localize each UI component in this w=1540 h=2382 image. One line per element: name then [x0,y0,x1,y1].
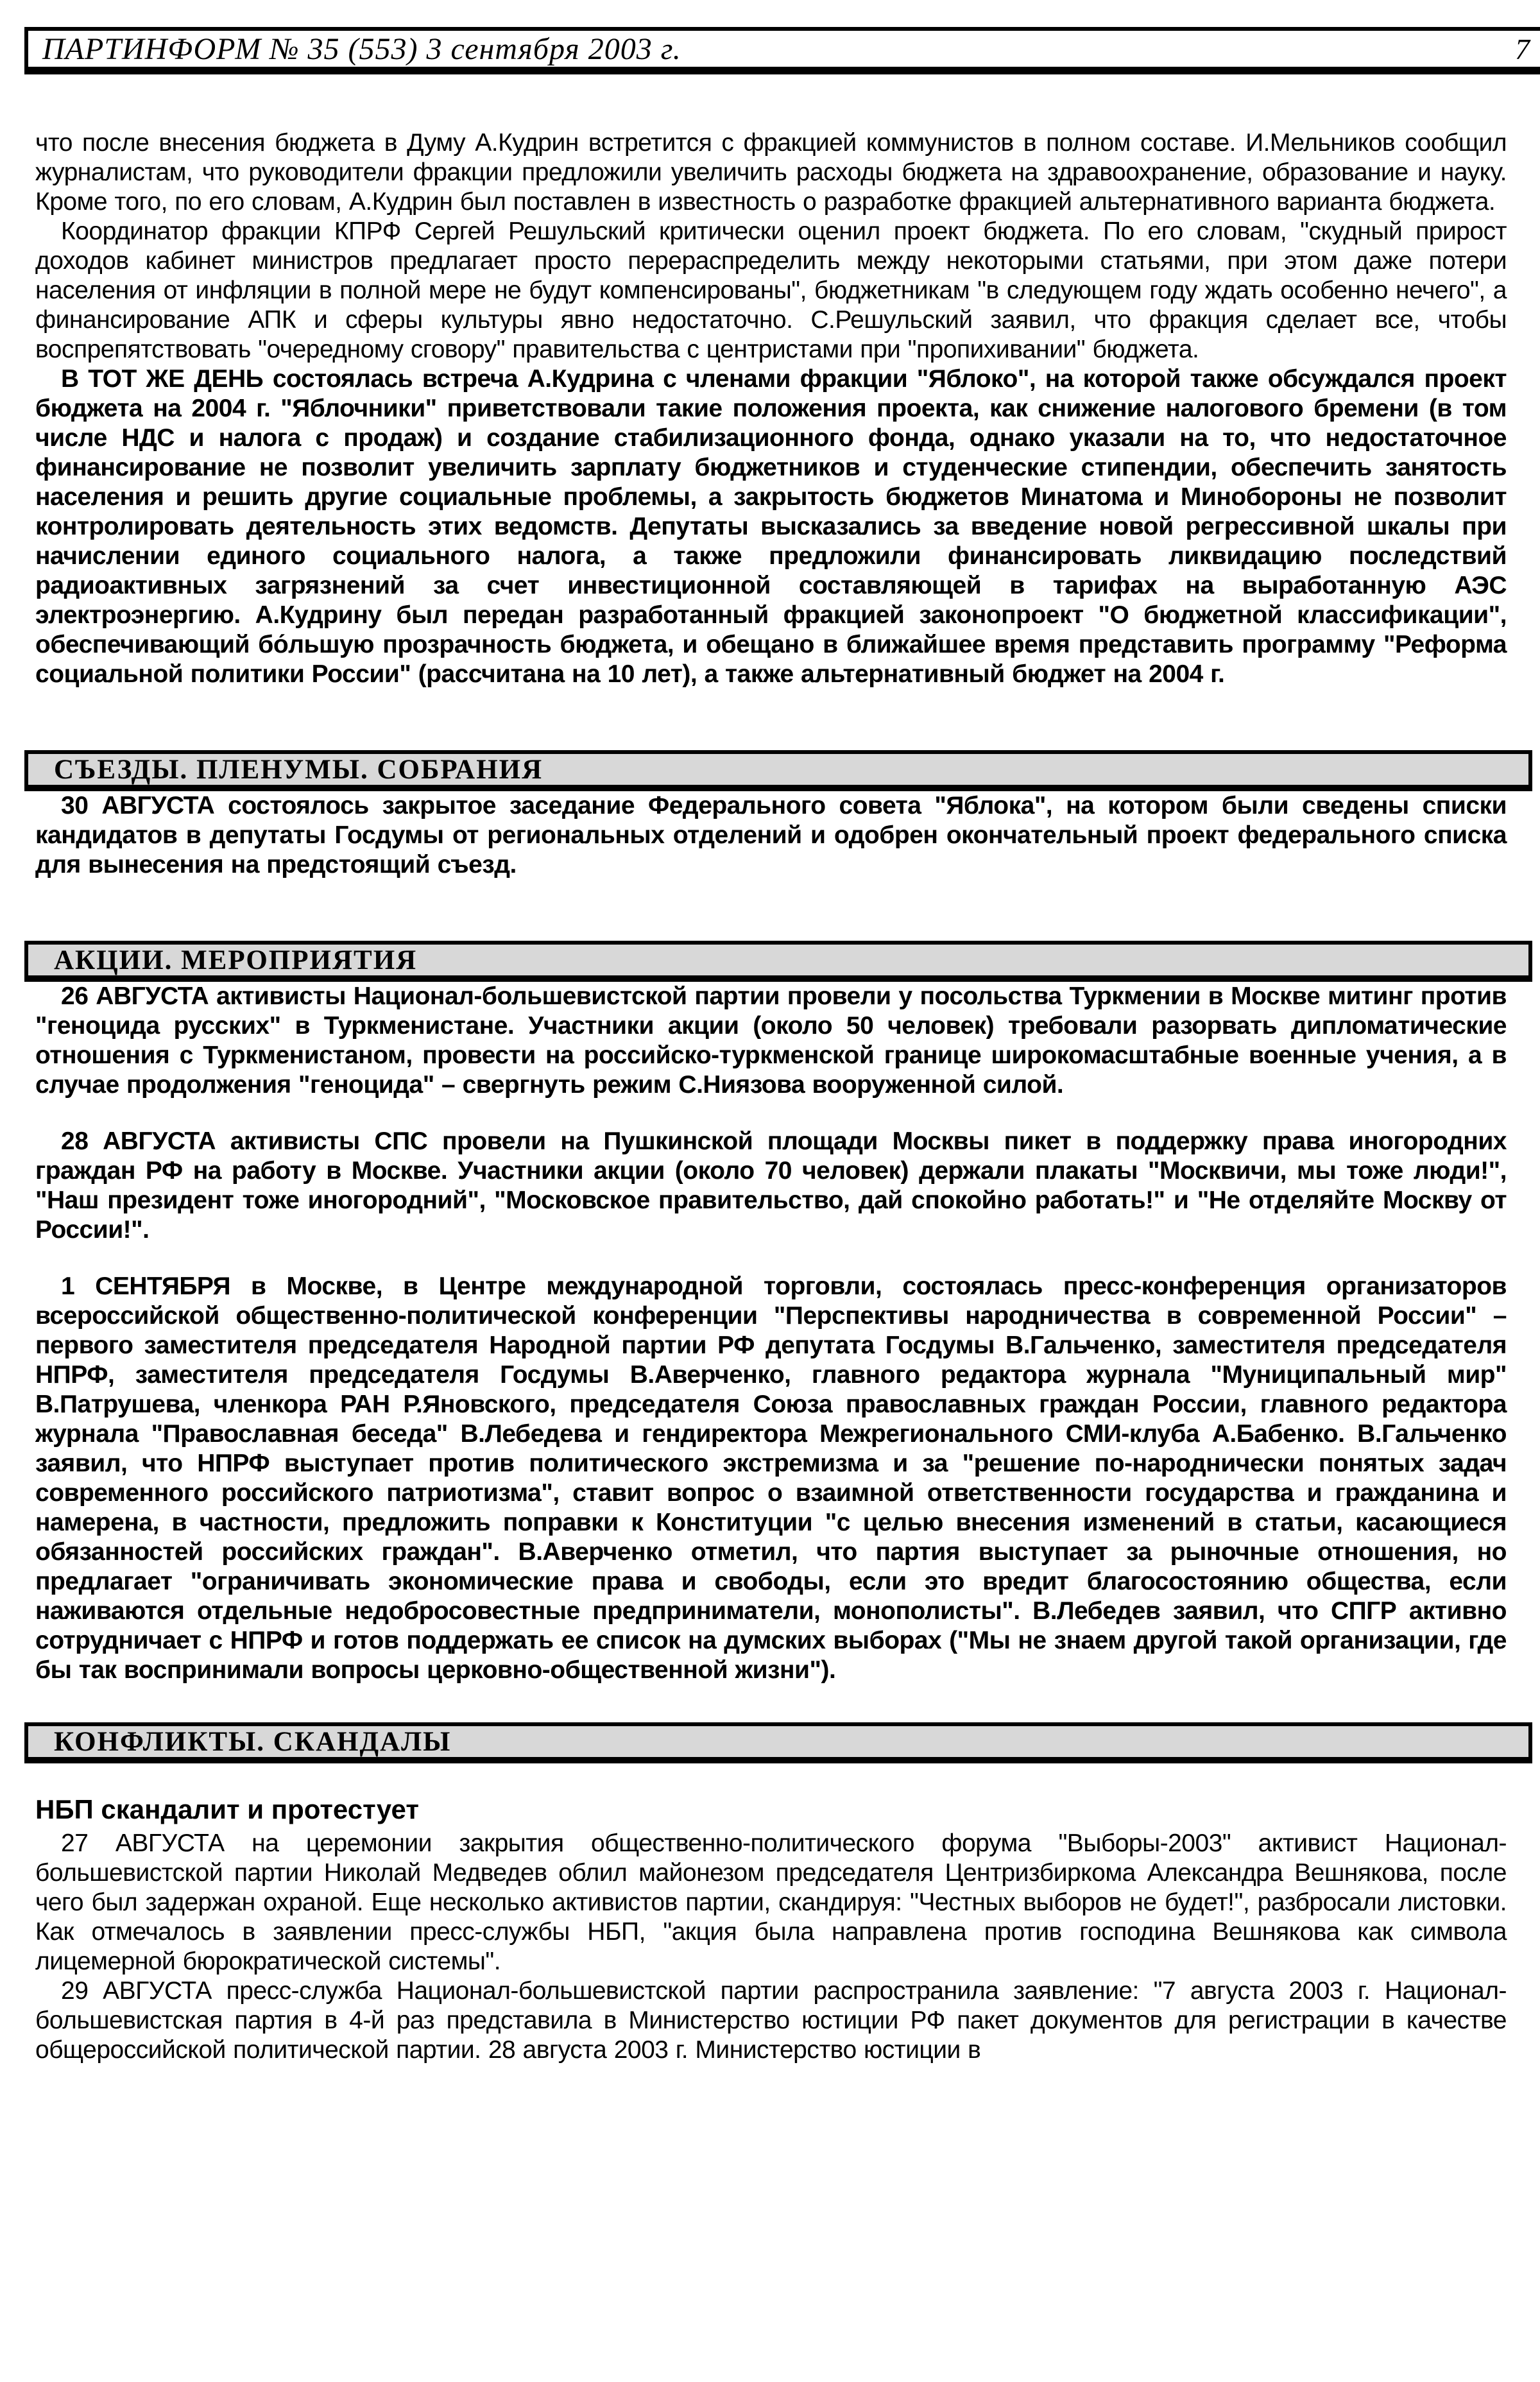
paragraph-29-august: 29 АВГУСТА пресс-служба Национал-большевистской партии распространила заявление: "7 августа 2003 г. Национал-большевистская партия в 4-й раз представила в Министерство юстиции РФ пакет документов для регистрации в качестве общероссийской политической партии. 28 августа 2003 г. Министерство юстиции в [35,1977,1507,2064]
paragraph-30-august: 30 АВГУСТА состоялось закрытое заседание Федерального совета "Яблока", на котором были сведены списки кандидатов в депутаты Госдумы от региональных отделений и одобрен окончательный проект федерального списка для вынесения на предстоящий съезд. [35,792,1507,878]
issue-title: ПАРТИНФОРМ № 35 (553) 3 сентября 2003 г. [42,31,681,66]
section-title: КОНФЛИКТЫ. СКАНДАЛЫ [54,1726,452,1757]
paragraph-reshulsky: Координатор фракции КПРФ Сергей Решульский критически оценил проект бюджета. По его словам, "скудный прирост доходов кабинет министров предлагает просто перераспределить между некоторыми статьями, при этом даже потери населения от инфляции в полной мере не будут компенсированы", бюджетникам "в следующем году ждать особенно нечего", а финансирование АПК и сферы культуры явно недостаточно. С.Решульский заявил, что фракция сделает все, чтобы воспрепятствовать "очередному сговору" правительства с центристами при "пропихивании" бюджета. [35,218,1507,363]
paragraph-26-august: 26 АВГУСТА активисты Национал-большевистской партии провели у посольства Туркмении в Москве митинг против "геноцида русских" в Туркменистане. Участники акции (около 50 человек) требовали разорвать дипломатические отношения с Туркменистаном, провести на российско-туркменской границе широкомасштабные военные учения, а в случае продолжения "геноцида" – свергнуть режим С.Ниязова вооруженной силой. [35,982,1507,1099]
paragraph-same-day-yabloko: В ТОТ ЖЕ ДЕНЬ состоялась встреча А.Кудрина с членами фракции "Яблоко", на которой также обсуждался проект бюджета на 2004 г. "Яблочники" приветствовали такие положения проекта, как снижение налогового бремени (в том числе НДС и налога с продаж) и создание стабилизационного фонда, однако указали на то, что недостаточное финансирование не позволит увеличить зарплату бюджетников и студенческие стипендии, обеспечить занятость населения и решить другие социальные проблемы, а закрытость бюджетов Минатома и Минобороны не позволит контролировать деятельность этих ведомств. Депутаты высказались за введение новой регрессивной шкалы при начислении единого социального налога, а также предложили финансировать ликвидацию последствий радиоактивных загрязнений за счет инвестиционной составляющей в тарифах на выработанную АЭС электроэнергию. А.Кудрину был передан разработанный фракцией законопроект "О бюджетной классификации", обеспечивающий бо́льшую прозрачность бюджета, и обещано в ближайшее время представить программу "Реформа социальной политики России" (рассчитана на 10 лет), а также альтернативный бюджет на 2004 г. [35,365,1507,688]
paragraph-27-august: 27 АВГУСТА на церемонии закрытия общественно-политического форума "Выборы-2003" активист Национал-большевистской партии Николай Медведев облил майонезом председателя Центризбиркома Александра Вешнякова, после чего был задержан охраной. Еще несколько активистов партии, скандируя: "Честных выборов не будет!", разбросали листовки. Как отмечалось в заявлении пресс-службы НБП, "акция была направлена против господина Вешнякова как символа лицемерной бюрократической системы". [35,1829,1507,1975]
section-title: СЪЕЗДЫ. ПЛЕНУМЫ. СОБРАНИЯ [54,754,543,785]
section-header-conflicts [24,1722,1532,1763]
section-header-congresses [24,750,1532,791]
page-number: 7 [1515,32,1530,65]
page-header [24,27,1540,74]
section-title: АКЦИИ. МЕРОПРИЯТИЯ [54,945,418,975]
page-content [35,128,1507,2065]
section-header-actions [24,941,1532,982]
paragraph-28-august: 28 АВГУСТА активисты СПС провели на Пушкинской площади Москвы пикет в поддержку права иногородних граждан РФ на работу в Москве. Участники акции (около 70 человек) держали плакаты "Москвичи, мы тоже люди!", "Наш президент тоже иногородний", "Московское правительство, дай спокойно работать!" и "Не отделяйте Москву от России!". [35,1127,1507,1244]
paragraph-1-september: 1 СЕНТЯБРЯ в Москве, в Центре международной торговли, состоялась пресс-конференция организаторов всероссийской общественно-политической конференции "Перспективы народничества в современной России" – первого заместителя председателя Народной партии РФ депутата Госдумы В.Гальченко, заместителя председателя НПРФ, заместителя председателя Госдумы В.Аверченко, главного редактора журнала "Муниципальный мир" В.Патрушева, членкора РАН Р.Яновского, председателя Союза православных граждан России, главного редактора журнала "Православная беседа" В.Лебедева и гендиректора Межрегионального СМИ-клуба А.Бабенко. В.Гальченко заявил, что НПРФ выступает против политического экстремизма и за "решение по-народнически понятых задач современного российского патриотизма", ставит вопрос о взаимной ответственности государства и гражданина и намерена, в частности, предложить поправки к Конституции "с целью внесения изменений в статьи, касающиеся обязанностей российских граждан". В.Аверченко отметил, что партия выступает за рыночные отношения, но предлагает "ограничивать экономические права и свободы, если это вредит благосостоянию общества, если наживаются отдельные недобросовестные предприниматели, монополисты". В.Лебедев заявил, что СПГР активно сотрудничает с НПРФ и готов поддержать ее список на думских выборах ("Мы не знаем другой такой организации, где бы так воспринимали вопросы церковно-общественной жизни"). [35,1272,1507,1684]
article-subheading: НБП скандалит и протестует [35,1794,419,1824]
paragraph-continuation: что после внесения бюджета в Думу А.Кудрин встретится с фракцией коммунистов в полном составе. И.Мельников сообщил журналистам, что руководители фракции предложили увеличить расходы бюджета на здравоохранение, образование и науку. Кроме того, по его словам, А.Кудрин был поставлен в известность о разработке фракцией альтернативного варианта бюджета. [35,129,1507,216]
